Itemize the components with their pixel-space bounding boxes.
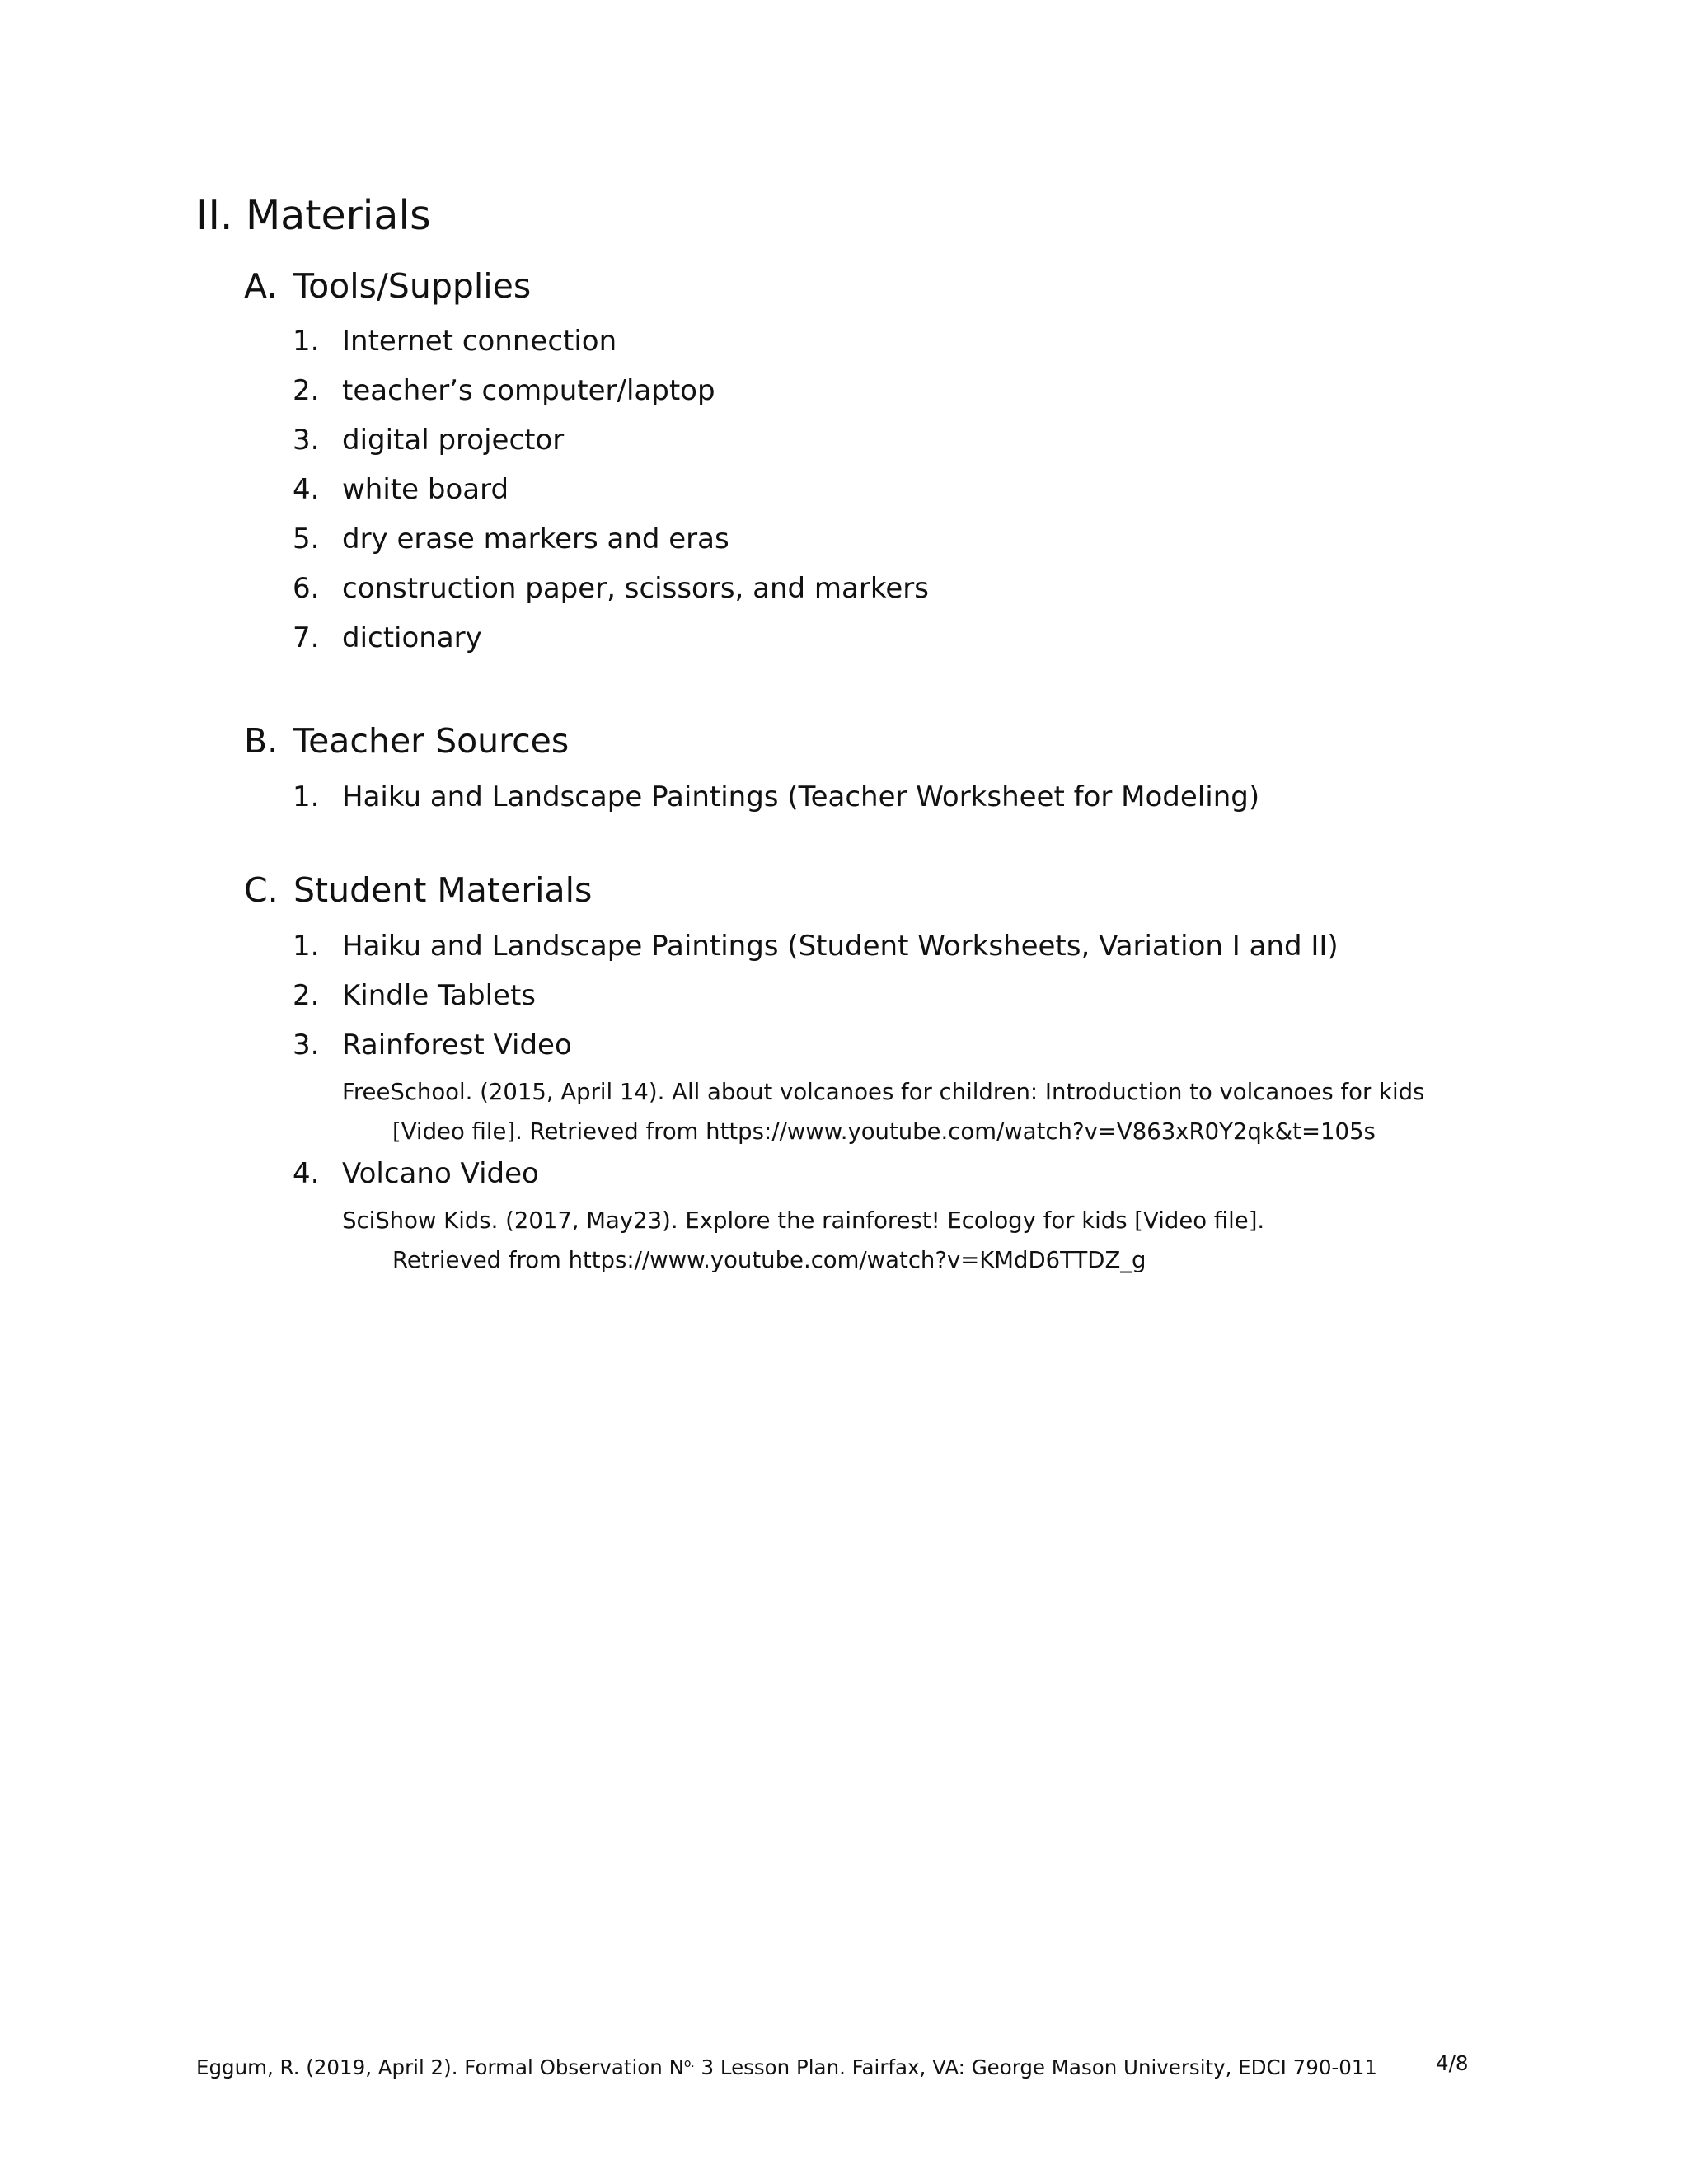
list-item: 3. digital projector	[293, 424, 565, 457]
list-item: 2. teacher’s computer/laptop	[293, 374, 715, 407]
reference-line: SciShow Kids. (2017, May23). Explore the rainforest! Ecology for kids [Video file].	[342, 1207, 1265, 1234]
section-title: Materials	[246, 192, 431, 239]
list-item: 4. Volcano Video	[293, 1157, 539, 1190]
reference-line: [Video file]. Retrieved from https://www.youtube.com/watch?v=V863xR0Y2qk&t=105s	[392, 1118, 1376, 1145]
section-heading	[196, 191, 431, 241]
subsection-title: Teacher Sources	[293, 721, 570, 761]
list-item: 3. Rainforest Video	[293, 1029, 572, 1062]
list-item: 6. construction paper, scissors, and markers	[293, 572, 929, 605]
subsection-title: Student Materials	[293, 870, 593, 910]
reference-line: Retrieved from https://www.youtube.com/watch?v=KMdD6TTDZ_g	[392, 1247, 1146, 1273]
footer-citation: Eggum, R. (2019, April 2). Formal Observation $N^{o.}$ 3 Lesson Plan. Fairfax, VA: George Mason University, EDCI 790-011	[196, 2055, 1378, 2079]
list-item: 7. dictionary	[293, 621, 482, 654]
reference-line: FreeSchool. (2015, April 14). All about volcanoes for children: Introduction to volcanoes for kids	[342, 1079, 1425, 1105]
list-item: 1. Haiku and Landscape Paintings (Student Worksheets, Variation I and II)	[293, 930, 1339, 963]
subsection-heading-student-materials: C. Student Materials	[244, 870, 593, 910]
list-item: 4. white board	[293, 473, 509, 506]
subsection-heading-tools: A. Tools/Supplies	[244, 266, 532, 306]
list-item: 5. dry erase markers and eras	[293, 523, 729, 555]
list-item: 1. Haiku and Landscape Paintings (Teacher Worksheet for Modeling)	[293, 780, 1260, 813]
subsection-heading-teacher-sources: B. Teacher Sources	[244, 721, 570, 761]
list-item: 2. Kindle Tablets	[293, 979, 537, 1012]
list-item: 1. Internet connection	[293, 325, 617, 358]
page-number: 4/8	[1436, 2051, 1469, 2075]
section-number: II.	[196, 192, 233, 239]
subsection-title: Tools/Supplies	[293, 266, 532, 306]
